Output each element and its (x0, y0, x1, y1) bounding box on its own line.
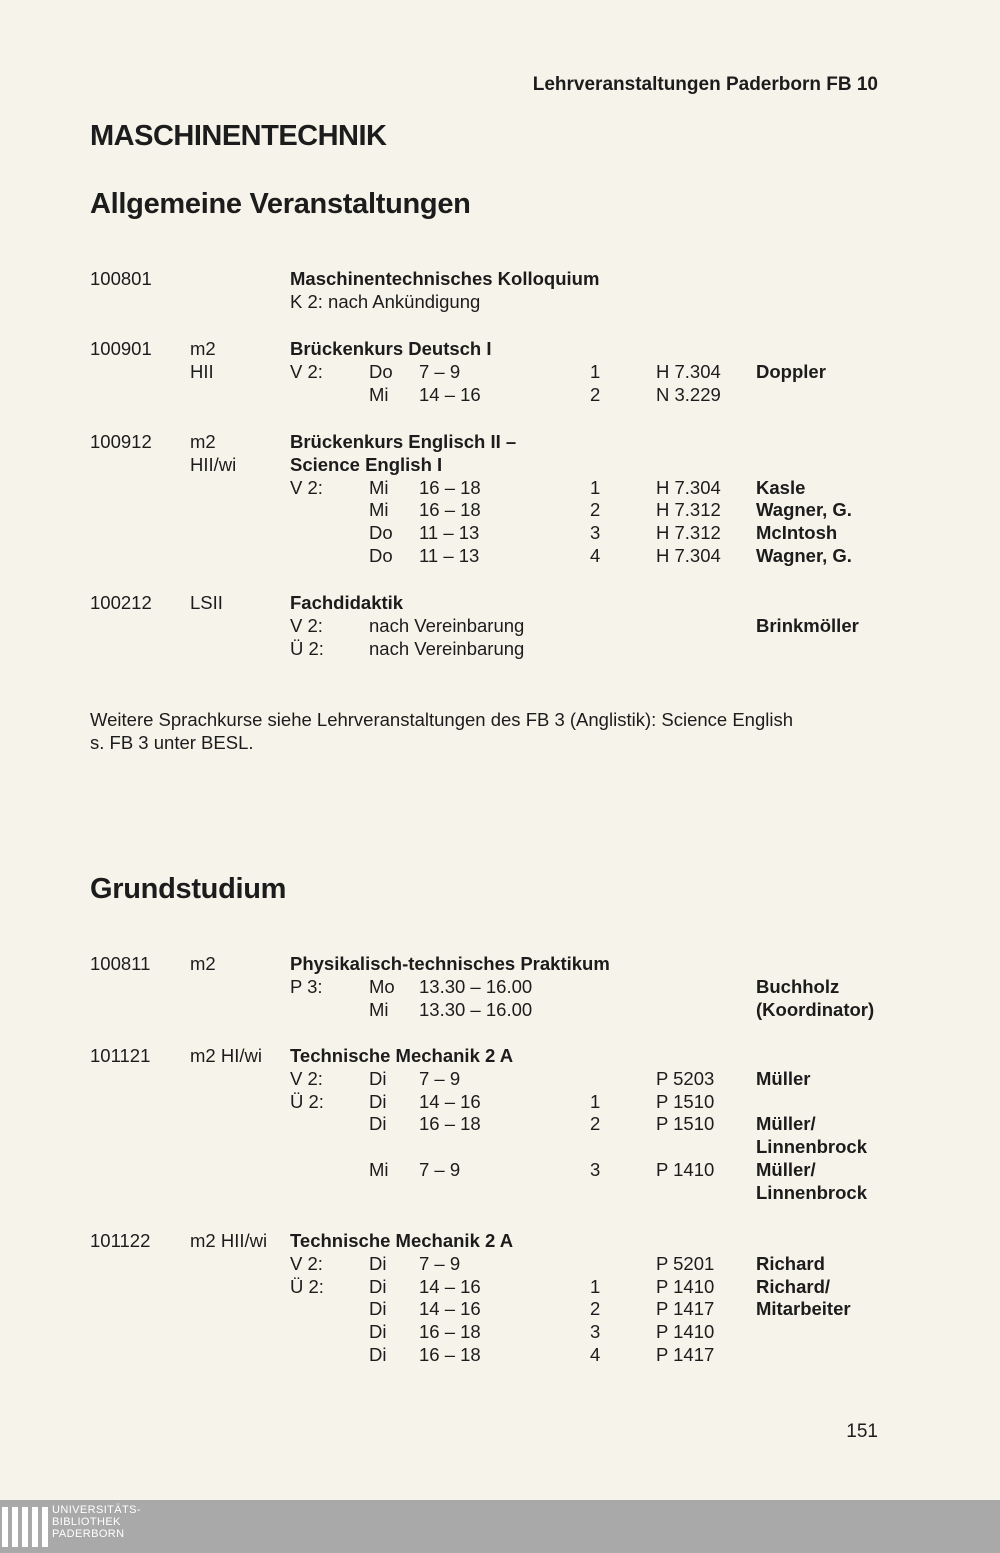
course-time: 16 – 18 (419, 499, 481, 521)
library-name-line: UNIVERSITÄTS- (52, 1504, 141, 1516)
course-room: H 7.304 (656, 476, 721, 498)
course-day: Do (369, 522, 393, 544)
course-day: Mi (369, 476, 389, 498)
course-time: 13.30 – 16.00 (419, 975, 533, 997)
course-title: Technische Mechanik 2 A (290, 1230, 514, 1251)
note-line: s. FB 3 unter BESL. (90, 732, 254, 753)
schedule-row (0, 1113, 1000, 1136)
course-group: m2 (190, 338, 216, 359)
course-title: Physikalisch-technisches Praktikum (290, 953, 610, 974)
note-line: Weitere Sprachkurse siehe Lehrveranstaltungen des FB 3 (Anglistik): Science English (90, 709, 794, 730)
schedule-row (0, 477, 1000, 500)
course-time: 11 – 13 (419, 522, 480, 544)
course-room: N 3.229 (656, 383, 721, 405)
course-type: V 2: (290, 614, 323, 636)
course-100901 (0, 338, 1000, 406)
course-day: Mi (369, 998, 389, 1020)
course-101121 (0, 1045, 1000, 1205)
course-schedule-note: nach Vereinbarung (369, 637, 525, 659)
course-lecturer: Wagner, G. (756, 499, 852, 521)
course-time: 13.30 – 16.00 (419, 998, 533, 1020)
course-group: m2 (190, 953, 216, 974)
course-lecturer: Mitarbeiter (756, 1298, 851, 1320)
library-logo-icon (2, 1507, 48, 1551)
course-room: P 1417 (656, 1343, 715, 1365)
course-room: P 1410 (656, 1275, 715, 1297)
library-footer (0, 1500, 1000, 1553)
page-title: MASCHINENTECHNIK (90, 120, 387, 152)
course-section-number: 2 (590, 1298, 601, 1320)
course-day: Di (369, 1090, 387, 1112)
course-group: LSII (190, 592, 223, 613)
course-room: H 7.304 (656, 544, 721, 566)
course-section-number: 3 (590, 1321, 601, 1343)
course-lecturer: Linnenbrock (756, 1136, 868, 1158)
course-lecturer: (Koordinator) (756, 998, 875, 1020)
schedule-row (0, 1182, 1000, 1205)
course-section-number: 2 (590, 1113, 601, 1135)
course-lecturer: Wagner, G. (756, 544, 852, 566)
schedule-row (0, 545, 1000, 568)
schedule-row (0, 361, 1000, 384)
schedule-row (0, 1159, 1000, 1182)
schedule-row (0, 1321, 1000, 1344)
course-room: P 1410 (656, 1158, 715, 1180)
course-lecturer: Brinkmöller (756, 614, 859, 636)
course-time: 16 – 18 (419, 476, 481, 498)
course-id: 100912 (90, 431, 152, 452)
course-day: Mi (369, 383, 389, 405)
course-lecturer: McIntosh (756, 522, 838, 544)
course-time: 7 – 9 (419, 1158, 461, 1180)
schedule-row (0, 384, 1000, 407)
course-section-number: 4 (590, 544, 601, 566)
course-title: Brückenkurs Deutsch I (290, 338, 492, 359)
course-room: P 1417 (656, 1298, 715, 1320)
course-section-number: 3 (590, 522, 601, 544)
course-day: Mi (369, 1158, 389, 1180)
schedule-row (0, 1344, 1000, 1367)
course-type: P 3: (290, 975, 323, 997)
course-type: V 2: (290, 360, 323, 382)
course-schedule-note: nach Vereinbarung (369, 614, 525, 636)
course-day: Di (369, 1113, 387, 1135)
course-lecturer: Buchholz (756, 975, 840, 997)
section-heading-general: Allgemeine Veranstaltungen (90, 188, 471, 220)
schedule-row (0, 522, 1000, 545)
schedule-row (0, 1253, 1000, 1276)
course-day: Do (369, 544, 393, 566)
course-lecturer: Müller (756, 1067, 811, 1089)
course-section-number: 1 (590, 476, 601, 498)
course-section-number: 1 (590, 1090, 601, 1112)
course-id: 101122 (90, 1230, 151, 1251)
schedule-row (0, 615, 1000, 638)
course-day: Di (369, 1252, 387, 1274)
course-day: Di (369, 1321, 387, 1343)
running-head: Lehrveranstaltungen Paderborn FB 10 (532, 74, 878, 95)
course-time: 14 – 16 (419, 1090, 481, 1112)
course-lecturer: Doppler (756, 360, 826, 382)
schedule-row (0, 1298, 1000, 1321)
schedule-row (0, 1068, 1000, 1091)
course-100811 (0, 953, 1000, 1021)
course-lecturer: Kasle (756, 476, 806, 498)
course-type: V 2: (290, 1252, 323, 1274)
library-name-line: BIBLIOTHEK (52, 1516, 121, 1528)
course-group: HII (190, 360, 214, 382)
course-100801 (0, 268, 1000, 314)
course-time: 7 – 9 (419, 1067, 461, 1089)
course-lecturer: Richard/ (756, 1275, 831, 1297)
course-room: H 7.312 (656, 499, 721, 521)
course-group: m2 HII/wi (190, 1230, 268, 1251)
course-note: K 2: nach Ankündigung (290, 290, 481, 312)
course-time: 16 – 18 (419, 1343, 481, 1365)
course-section-number: 2 (590, 499, 601, 521)
course-day: Di (369, 1343, 387, 1365)
course-group: m2 (190, 431, 216, 452)
course-time: 11 – 13 (419, 544, 480, 566)
course-time: 7 – 9 (419, 1252, 461, 1274)
course-day: Do (369, 360, 393, 382)
course-room: H 7.304 (656, 360, 721, 382)
course-group: m2 HI/wi (190, 1045, 262, 1066)
course-type: Ü 2: (290, 1275, 324, 1297)
course-lecturer: Müller/ (756, 1158, 816, 1180)
course-day: Mi (369, 499, 389, 521)
language-course-note (90, 708, 890, 754)
course-room: P 5203 (656, 1067, 715, 1089)
course-time: 14 – 16 (419, 1275, 481, 1297)
library-name-line: PADERBORN (52, 1528, 125, 1540)
schedule-row (0, 1276, 1000, 1299)
section-heading-basic: Grundstudium (90, 873, 287, 905)
course-day: Di (369, 1275, 387, 1297)
course-100212 (0, 592, 1000, 660)
course-time: 7 – 9 (419, 360, 461, 382)
course-lecturer: Linnenbrock (756, 1181, 868, 1203)
course-type: Ü 2: (290, 1090, 324, 1112)
course-title: Maschinentechnisches Kolloquium (290, 268, 600, 289)
course-id: 100811 (90, 953, 151, 974)
course-room: P 1510 (656, 1113, 715, 1135)
course-time: 16 – 18 (419, 1113, 481, 1135)
course-time: 16 – 18 (419, 1321, 481, 1343)
course-100912 (0, 431, 1000, 568)
schedule-row (0, 1136, 1000, 1159)
course-room: P 5201 (656, 1252, 715, 1274)
course-section-number: 2 (590, 383, 601, 405)
course-day: Di (369, 1067, 387, 1089)
schedule-row (0, 999, 1000, 1022)
course-section-number: 1 (590, 360, 601, 382)
course-type: V 2: (290, 1067, 323, 1089)
schedule-row (0, 1091, 1000, 1114)
page-number: 151 (846, 1421, 878, 1442)
schedule-row (0, 499, 1000, 522)
course-room: P 1510 (656, 1090, 715, 1112)
course-lecturer: Müller/ (756, 1113, 816, 1135)
course-title: Science English I (290, 453, 443, 475)
course-101122 (0, 1230, 1000, 1367)
course-time: 14 – 16 (419, 1298, 481, 1320)
library-name (52, 1504, 141, 1540)
course-id: 101121 (90, 1045, 151, 1066)
course-title: Fachdidaktik (290, 592, 404, 613)
course-room: P 1410 (656, 1321, 715, 1343)
course-id: 100212 (90, 592, 152, 613)
course-section-number: 4 (590, 1343, 601, 1365)
schedule-row (0, 976, 1000, 999)
course-section-number: 3 (590, 1158, 601, 1180)
course-id: 100801 (90, 268, 152, 289)
course-type: V 2: (290, 476, 323, 498)
course-lecturer: Richard (756, 1252, 825, 1274)
course-time: 14 – 16 (419, 383, 481, 405)
course-id: 100901 (90, 338, 152, 359)
course-day: Di (369, 1298, 387, 1320)
schedule-row (0, 638, 1000, 661)
course-title: Brückenkurs Englisch II – (290, 431, 517, 452)
course-room: H 7.312 (656, 522, 721, 544)
course-group: HII/wi (190, 453, 237, 475)
course-title: Technische Mechanik 2 A (290, 1045, 514, 1066)
course-section-number: 1 (590, 1275, 601, 1297)
course-day: Mo (369, 975, 395, 997)
course-type: Ü 2: (290, 637, 324, 659)
